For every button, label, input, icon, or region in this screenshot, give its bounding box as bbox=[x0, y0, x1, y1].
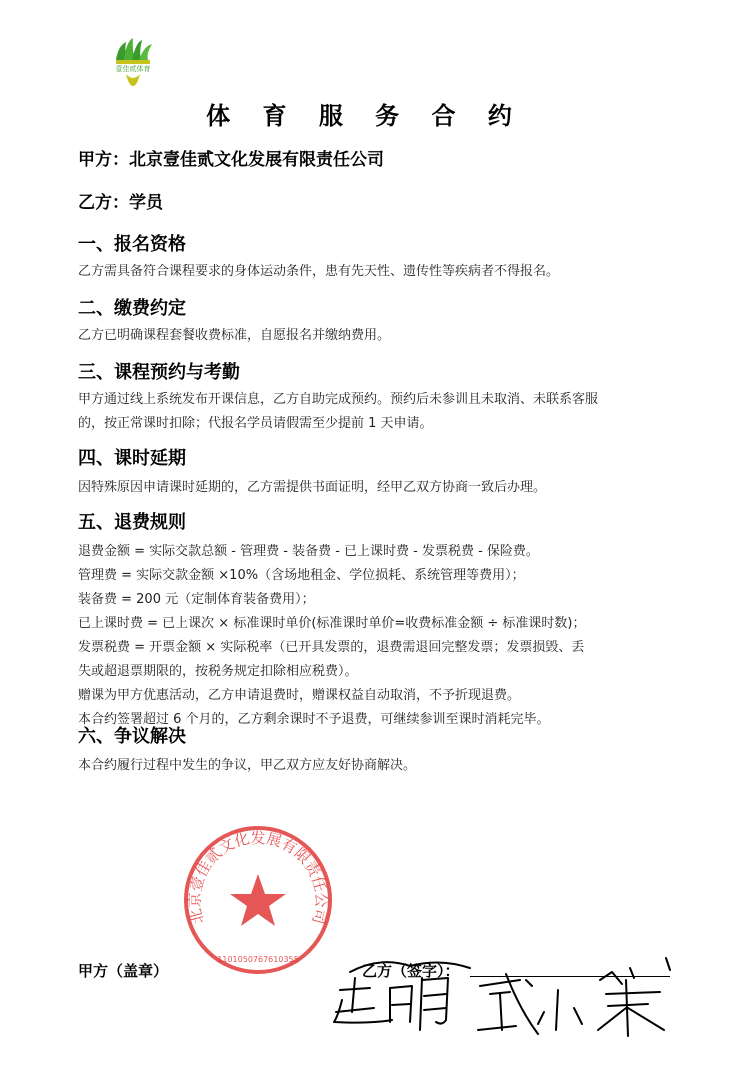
party-a: 甲方：北京壹佳贰文化发展有限责任公司 bbox=[78, 150, 384, 170]
section-body-2 bbox=[78, 324, 653, 348]
party-b-signature-label: 乙方（签字）： bbox=[362, 962, 460, 980]
party-b: 乙方：学员 bbox=[78, 193, 163, 213]
section-heading-6: 六、争议解决 bbox=[78, 726, 186, 747]
section-heading-4: 四、课时延期 bbox=[78, 448, 186, 469]
section-body-5 bbox=[78, 540, 653, 732]
section-5-line: 装备费 = 200 元（定制体育装备费用）； bbox=[78, 592, 315, 607]
section-1-line: 乙方需具备符合课程要求的身体运动条件，患有先天性、遗传性等疾病者不得报名。 bbox=[78, 264, 560, 279]
seal-number: 1101050767610355 bbox=[217, 955, 299, 964]
section-5-line: 失或超退票期限的，按税务规定扣除相应税费）。 bbox=[78, 664, 358, 679]
section-5-line: 管理费 = 实际交款金额 ×10%（含场地租金、学位损耗、系统管理等费用）； bbox=[78, 568, 525, 583]
section-3-line: 甲方通过线上系统发布开课信息，乙方自助完成预约。预约后未参训且未取消、未联系客服 bbox=[78, 392, 599, 407]
section-5-line: 发票税费 = 开票金额 × 实际税率（已开具发票的，退费需退回完整发票；发票损毁、丢 bbox=[78, 640, 585, 655]
section-body-1 bbox=[78, 260, 653, 284]
section-5-line: 本合约签署超过 6 个月的，乙方剩余课时不予退费，可继续参训至课时消耗完毕。 bbox=[78, 712, 550, 727]
section-heading-3: 三、课程预约与考勤 bbox=[78, 362, 240, 383]
section-5-line: 退费金额 = 实际交款总额 - 管理费 - 装备费 - 已上课时费 - 发票税费 - 保险费。 bbox=[78, 544, 539, 559]
seal-text: 北京壹佳贰文化发展有限责任公司 bbox=[185, 828, 331, 926]
section-5-line: 赠课为甲方优惠活动，乙方申请退费时，赠课权益自动取消，不予折现退费。 bbox=[78, 688, 521, 703]
company-logo bbox=[108, 38, 158, 88]
logo-text: 壹佳贰体育 bbox=[115, 65, 151, 73]
section-heading-5: 五、退费规则 bbox=[78, 512, 186, 533]
section-heading-1: 一、报名资格 bbox=[78, 234, 186, 255]
section-4-line: 因特殊原因申请课时延期的，乙方需提供书面证明，经甲乙双方协商一致后办理。 bbox=[78, 480, 547, 495]
section-2-line: 乙方已明确课程套餐收费标准，自愿报名并缴纳费用。 bbox=[78, 328, 391, 343]
party-a-seal-label: 甲方（盖章） bbox=[78, 962, 169, 980]
section-body-3 bbox=[78, 388, 653, 436]
section-3-line: 的，按正常课时扣除；代报名学员请假需至少提前 1 天申请。 bbox=[78, 416, 433, 431]
section-heading-2: 二、缴费约定 bbox=[78, 298, 186, 319]
section-body-6 bbox=[78, 754, 653, 778]
document-title: 体 育 服 务 合 约 bbox=[206, 102, 524, 130]
handwritten-signature bbox=[330, 950, 710, 1060]
section-6-line: 本合约履行过程中发生的争议，甲乙双方应友好协商解决。 bbox=[78, 758, 417, 773]
section-5-line: 已上课时费 = 已上课次 × 标准课时单价(标准课时单价=收费标准金额 ÷ 标准课时数)； bbox=[78, 616, 586, 631]
section-body-4 bbox=[78, 476, 653, 500]
company-seal-stamp bbox=[180, 822, 336, 978]
